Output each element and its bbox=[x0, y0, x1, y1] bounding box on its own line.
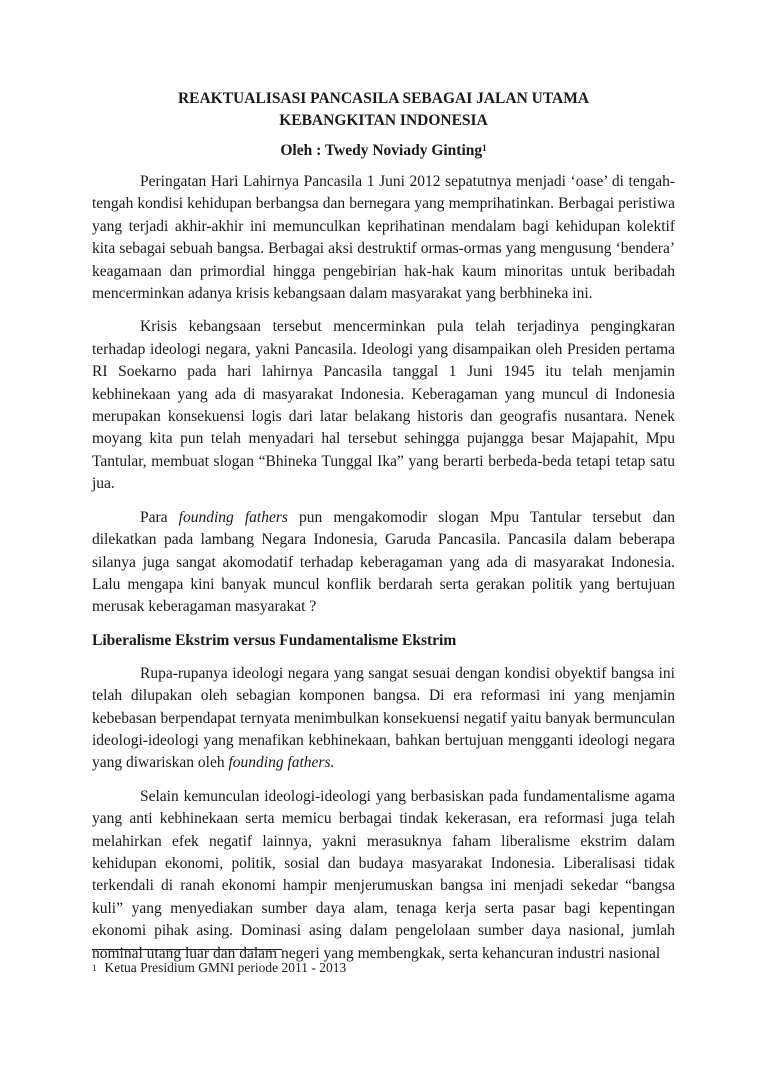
paragraph-4 bbox=[92, 663, 675, 775]
paragraph-5: Selain kemunculan ideologi-ideologi yang berbasiskan pada fundamentalisme agama yang anti kebhinekaan serta memicu berbagai tindak kekerasan, era reformasi juga telah melahirkan efek negatif lainnya, yakni merasuknya faham liberalisme ekstrim dalam kehidupan ekonomi, politik, sosial dan budaya masyarakat Indonesia. Liberalisasi tidak terkendali di ranah ekonomi hampir menjerumuskan bangsa ini menjadi sekedar “bangsa kuli” yang menyediakan sumber daya alam, tenaga kerja serta pasar bagi kepentingan ekonomi pihak asing. Dominasi asing dalam pengelolaan sumber daya nasional, jumlah nominal utang luar dan dalam negeri yang membengkak, serta kehancuran industri nasional bbox=[92, 787, 675, 962]
title-line-2: KEBANGKITAN INDONESIA bbox=[279, 112, 488, 129]
footnote bbox=[92, 959, 346, 977]
author-name: Oleh : Twedy Noviady Ginting bbox=[280, 142, 483, 159]
paragraph-3-start: Para bbox=[140, 508, 179, 526]
paragraph-3-italic: founding fathers bbox=[178, 508, 288, 526]
title-line-1: REAKTUALISASI PANCASILA SEBAGAI JALAN UTAMA bbox=[177, 90, 590, 107]
document-page bbox=[92, 88, 675, 965]
author-footnote-marker: 1 bbox=[482, 143, 487, 153]
author-line bbox=[92, 140, 675, 162]
paragraph-4-start: Rupa-rupanya ideologi negara yang sangat sesuai dengan kondisi obyektif bangsa ini telah dilupakan oleh sebagian komponen bangsa. Di era reformasi ini yang menjamin kebebasan berpendapat ternyata menimbulkan konsekuensi negatif yaitu banyak bermunculan ideologi-ideologi yang menafikan kebhinekaan, bahkan bertujuan mengganti ideologi negara yang diwariskan oleh bbox=[92, 664, 675, 772]
footnote-divider bbox=[92, 949, 282, 950]
paragraph-1: Peringatan Hari Lahirnya Pancasila 1 Juni 2012 sepatutnya menjadi ‘oase’ di tengah-tengah kondisi kehidupan berbangsa dan bernegara yang memprihatinkan. Berbagai peristiwa yang terjadi akhir-akhir ini memunculkan keprihatinan mendalam bagi kehidupan kolektif kita sebagai sebuah bangsa. Berbagai aksi destruktif ormas-ormas yang mengusung ‘bendera’ keagamaan dan primordial hingga pengebirian hak-hak kaum minoritas untuk beribadah mencerminkan adanya krisis kebangsaan dalam masyarakat yang berbhineka ini. bbox=[92, 173, 675, 303]
footnote-marker: 1 bbox=[92, 963, 97, 973]
title-block bbox=[92, 88, 675, 162]
section-heading: Liberalisme Ekstrim versus Fundamentalisme Ekstrim bbox=[92, 631, 457, 649]
paragraph-4-italic: founding fathers. bbox=[228, 754, 335, 772]
paragraph-3 bbox=[92, 507, 675, 619]
footnote-text: Ketua Presidium GMNI periode 2011 - 2013 bbox=[104, 960, 347, 975]
document-title bbox=[92, 88, 675, 132]
paragraph-3-end: pun mengakomodir slogan Mpu Tantular tersebut dan dilekatkan pada lambang Negara Indonesia, Garuda Pancasila. Pancasila dalam beberapa silanya juga sangat akomodatif terhadap keberagaman yang ada di masyarakat Indonesia. Lalu mengapa kini banyak muncul konflik berdarah serta gerakan politik yang bertujuan merusak keberagaman masyarakat ? bbox=[92, 508, 675, 616]
paragraph-2: Krisis kebangsaan tersebut mencerminkan pula telah terjadinya pengingkaran terhadap ideologi negara, yakni Pancasila. Ideologi yang disampaikan oleh Presiden pertama RI Soekarno pada hari lahirnya Pancasila tanggal 1 Juni 1945 itu telah menjamin kebhinekaan yang ada di masyarakat Indonesia. Keberagaman yang muncul di Indonesia merupakan konsekuensi logis dari latar belakang historis dan geografis nusantara. Nenek moyang kita pun telah menyadari hal tersebut sehingga pujangga besar Majapahit, Mpu Tantular, membuat slogan “Bhineka Tunggal Ika” yang berarti berbeda-beda tetapi tetap satu jua. bbox=[92, 318, 675, 493]
